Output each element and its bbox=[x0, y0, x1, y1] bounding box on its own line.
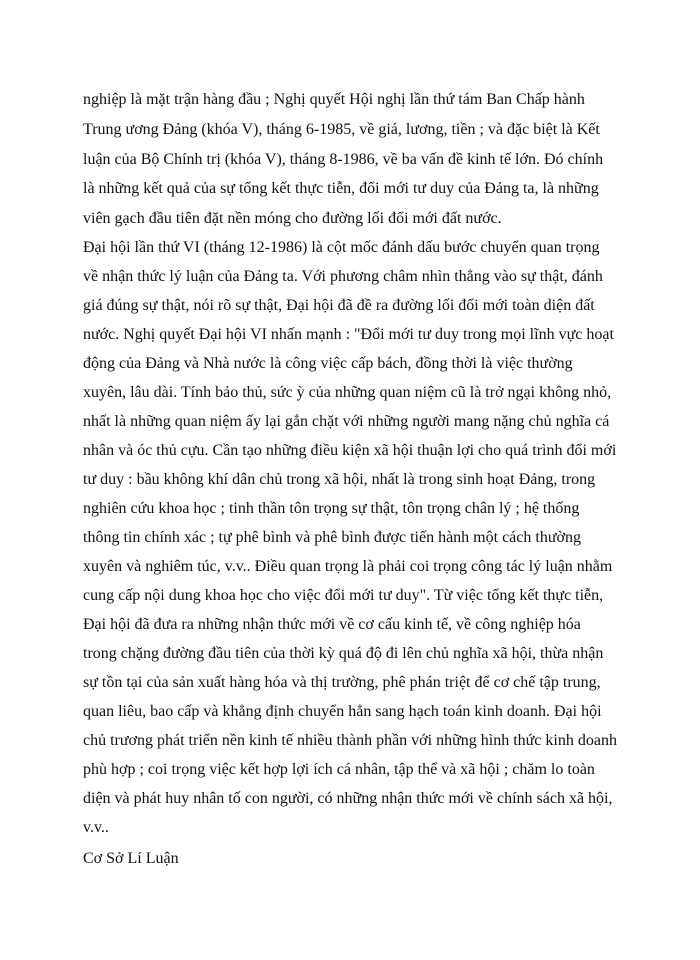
text-line: Trung ương Đảng (khóa V), tháng 6-1985, về giá, lương, tiền ; và đặc biệt là Kết bbox=[83, 121, 600, 138]
text-line: Đại hội lần thứ VI (tháng 12-1986) là cột mốc đánh dấu bước chuyển quan trọng bbox=[83, 239, 600, 256]
text-line: trong chặng đường đầu tiên của thời kỳ quá độ đi lên chủ nghĩa xã hội, thừa nhận bbox=[83, 645, 604, 662]
text-line: cung cấp nội dung khoa học cho việc đổi mới tư duy". Từ việc tổng kết thực tiễn, bbox=[83, 587, 604, 604]
text-line: viên gạch đầu tiên đặt nền móng cho đường lối đổi mới đất nước. bbox=[83, 210, 502, 227]
text-line: về nhận thức lý luận của Đảng ta. Với phương châm nhìn thẳng vào sự thật, đánh bbox=[83, 268, 603, 285]
text-line: phù hợp ; coi trọng việc kết hợp lợi ích cá nhân, tập thể và xã hội ; chăm lo toàn bbox=[83, 761, 595, 778]
text-line: động của Đảng và Nhà nước là công việc cấp bách, đồng thời là việc thường bbox=[83, 355, 573, 372]
footer-label: Cơ Sở Lí Luận bbox=[83, 850, 179, 867]
text-line: diện và phát huy nhân tố con người, có những nhận thức mới về chính sách xã hội, bbox=[83, 790, 613, 807]
text-line: nghiệp là mặt trận hàng đầu ; Nghị quyết Hội nghị lần thứ tám Ban Chấp hành bbox=[83, 91, 585, 108]
text-line: xuyên và nghiêm túc, v.v.. Điều quan trọng là phải coi trọng công tác lý luận nhằm bbox=[83, 558, 613, 575]
text-line: nghiên cứu khoa học ; tinh thần tôn trọng sự thật, tôn trọng chân lý ; hệ thống bbox=[83, 500, 580, 517]
text-line: sự tồn tại của sản xuất hàng hóa và thị trường, phê phán triệt để cơ chế tập trung, bbox=[83, 674, 601, 691]
text-line: v.v.. bbox=[83, 819, 109, 836]
text-line: chủ trương phát triển nền kinh tế nhiều thành phần với những hình thức kinh doanh bbox=[83, 732, 617, 749]
text-line: nhân và óc thủ cựu. Cần tạo những điều kiện xã hội thuận lợi cho quá trình đổi mới bbox=[83, 442, 617, 459]
text-line: tư duy : bầu không khí dân chủ trong xã hội, nhất là trong sinh hoạt Đảng, trong bbox=[83, 471, 596, 488]
text-line: quan liêu, bao cấp và khẳng định chuyển hẳn sang hạch toán kinh doanh. Đại hội bbox=[83, 703, 602, 720]
text-line: Đại hội đã đưa ra những nhận thức mới về cơ cấu kinh tế, về công nghiệp hóa bbox=[83, 616, 581, 633]
text-line: luận của Bộ Chính trị (khóa V), tháng 8-1986, về ba vấn đề kinh tế lớn. Đó chính bbox=[83, 151, 604, 168]
text-line: thông tin chính xác ; tự phê bình và phê bình được tiến hành một cách thường bbox=[83, 529, 581, 546]
text-line: nhất là những quan niệm ấy lại gắn chặt với những người mang nặng chủ nghĩa cá bbox=[83, 413, 610, 430]
text-line: xuyên, lâu dài. Tính bảo thủ, sức ỳ của những quan niệm cũ là trở ngại không nhỏ, bbox=[83, 384, 612, 401]
text-line: giá đúng sự thật, nói rõ sự thật, Đại hội đã đề ra đường lối đổi mới toàn diện đất bbox=[83, 297, 595, 314]
text-line: nước. Nghị quyết Đại hội VI nhấn mạnh : "Đổi mới tư duy trong mọi lĩnh vực hoạt bbox=[83, 326, 614, 343]
text-line: là những kết quả của sự tổng kết thực tiễn, đổi mới tư duy của Đảng ta, là những bbox=[83, 180, 599, 197]
